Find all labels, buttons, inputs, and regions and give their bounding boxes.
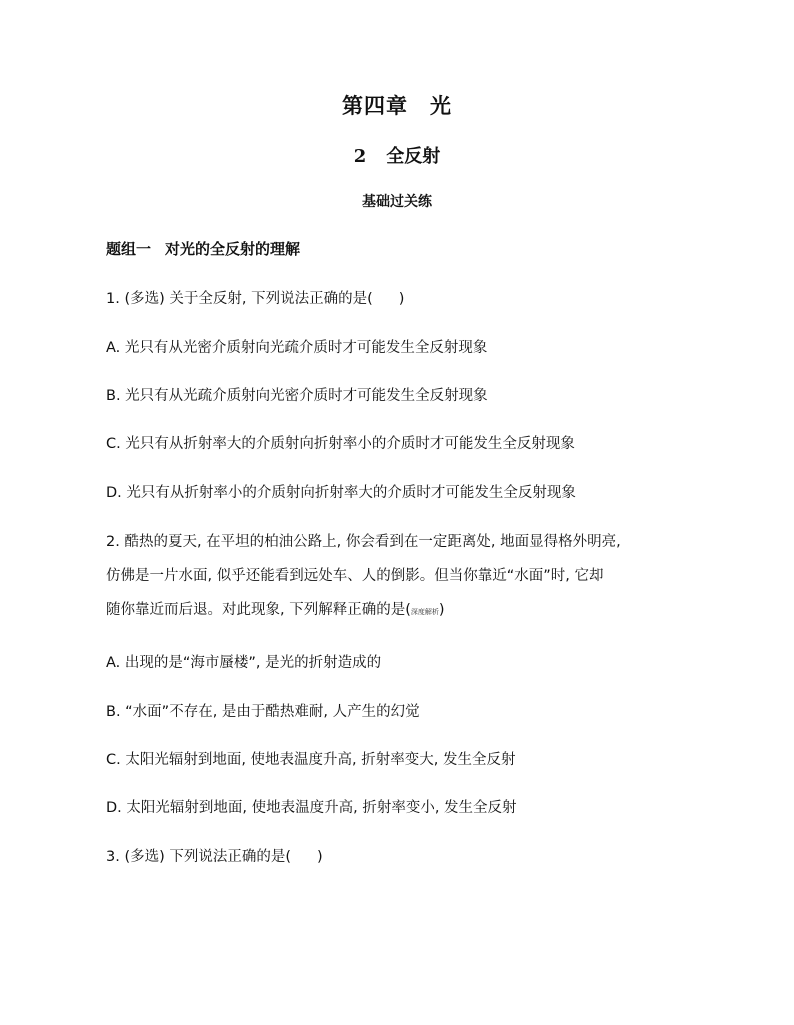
subsection-title: 基础过关练 bbox=[362, 194, 432, 210]
q1-stem: 1. (多选) 关于全反射, 下列说法正确的是( ) bbox=[106, 291, 405, 307]
q2-option-c: C. 太阳光辐射到地面, 使地表温度升高, 折射率变大, 发生全反射 bbox=[106, 752, 516, 768]
q1-option-c: C. 光只有从折射率大的介质射向折射率小的介质时才可能发生全反射现象 bbox=[106, 436, 575, 452]
chapter-main: 第四章 bbox=[342, 93, 408, 118]
group-label: 题组一 bbox=[106, 240, 152, 258]
chapter-title bbox=[0, 90, 794, 120]
chapter-sub: 光 bbox=[430, 93, 452, 118]
q2-option-a: A. 出现的是“海市蜃楼”, 是光的折射造成的 bbox=[106, 655, 382, 671]
q2-option-d: D. 太阳光辐射到地面, 使地表温度升高, 折射率变小, 发生全反射 bbox=[106, 800, 517, 816]
section-title bbox=[0, 142, 794, 168]
group-title: 对光的全反射的理解 bbox=[165, 240, 301, 258]
question-group-heading bbox=[106, 238, 300, 259]
q1-option-d: D. 光只有从折射率小的介质射向折射率大的介质时才可能发生全反射现象 bbox=[106, 485, 576, 501]
q2-stem-line1: 2. 酷热的夏天, 在平坦的柏油公路上, 你会看到在一定距离处, 地面显得格外明亮, bbox=[106, 534, 621, 550]
q2-option-b: B. “水面”不存在, 是由于酷热难耐, 人产生的幻觉 bbox=[106, 704, 420, 720]
section-name: 全反射 bbox=[386, 146, 441, 167]
q1-option-b: B. 光只有从光疏介质射向光密介质时才可能发生全反射现象 bbox=[106, 388, 488, 404]
q2-stem-line2: 仿佛是一片水面, 似乎还能看到远处车、人的倒影。但当你靠近“水面”时, 它却 bbox=[106, 568, 604, 584]
q1-option-a: A. 光只有从光密介质射向光疏介质时才可能发生全反射现象 bbox=[106, 340, 488, 356]
q2-tag: 深度解析 bbox=[410, 608, 439, 616]
q3-stem: 3. (多选) 下列说法正确的是( ) bbox=[106, 849, 323, 865]
section-number: 2 bbox=[353, 146, 367, 167]
q2-stem-line3: 随你靠近而后退。对此现象, 下列解释正确的是(深度解析) bbox=[106, 602, 445, 618]
